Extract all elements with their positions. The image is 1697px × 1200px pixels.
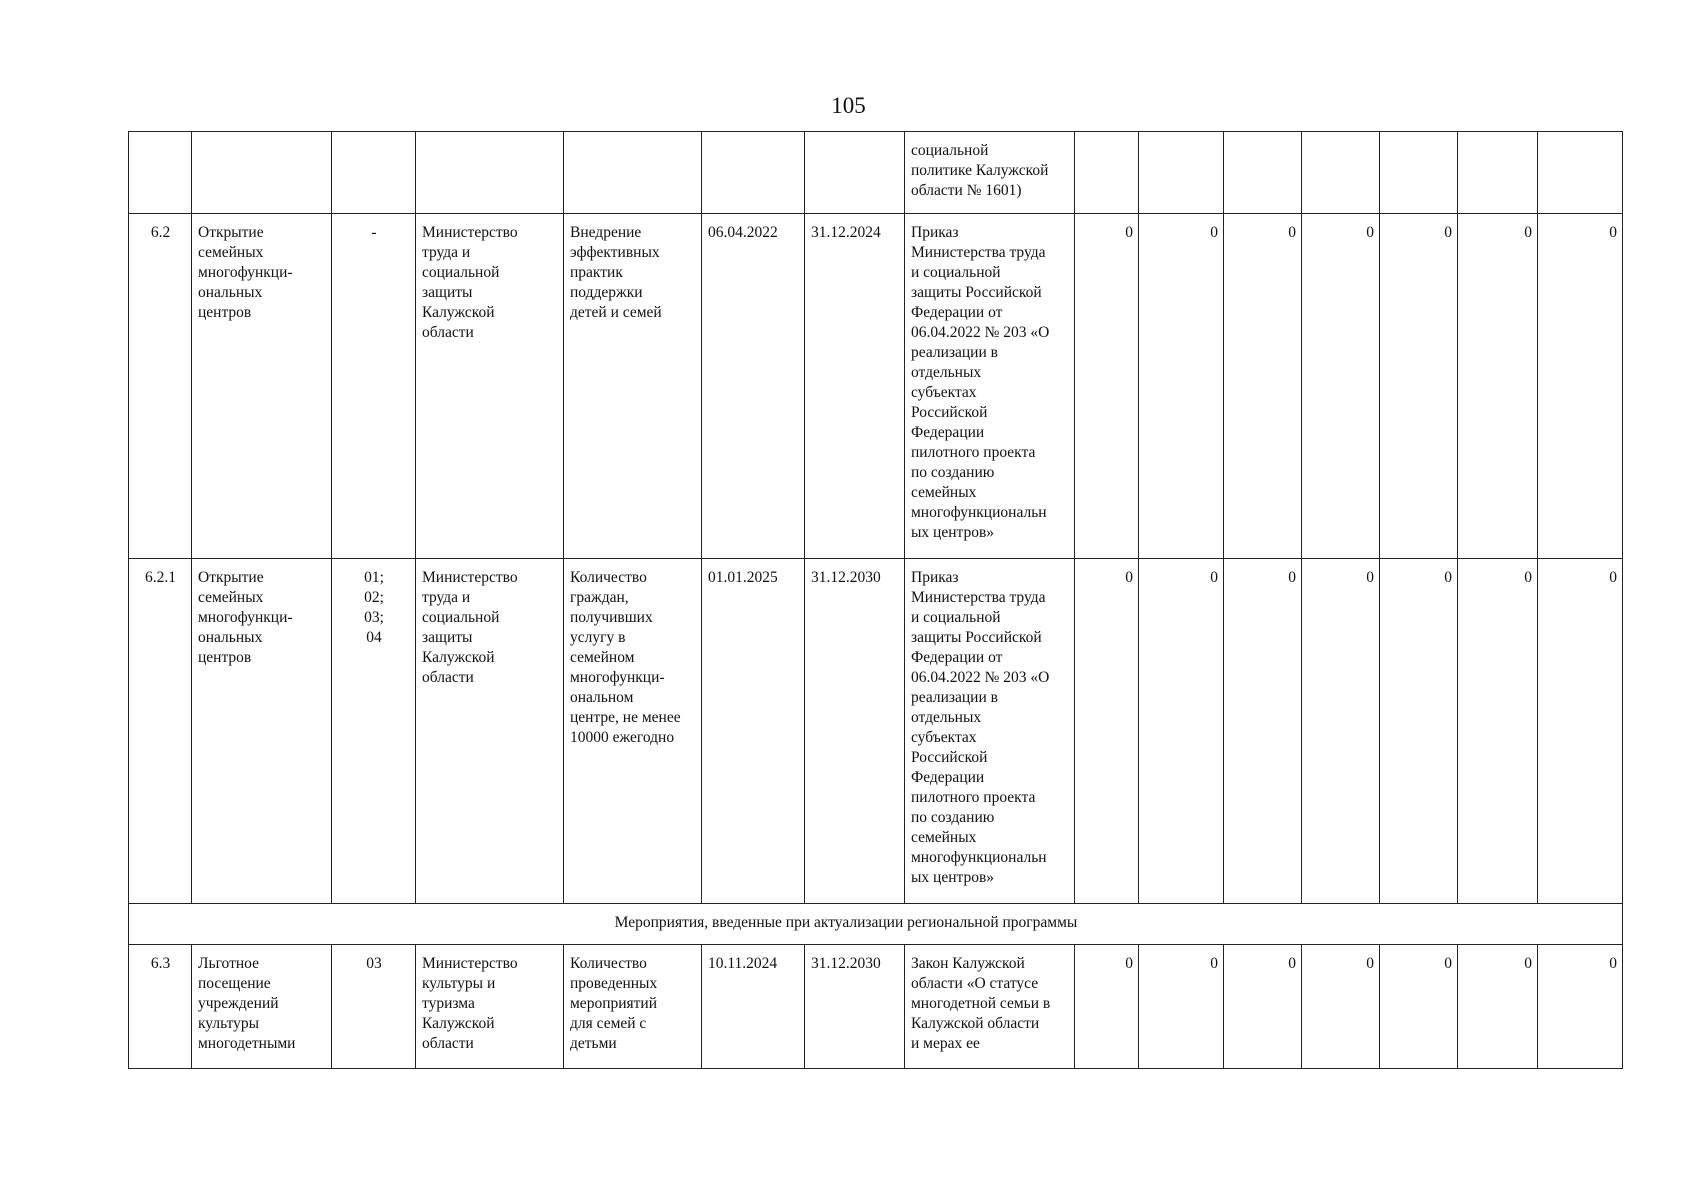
cell-value xyxy=(1075,132,1139,214)
cell-value: 0 xyxy=(1302,214,1380,559)
cell-code: 03 xyxy=(332,945,416,1069)
cell-value: 0 xyxy=(1139,559,1224,904)
cell-start: 01.01.2025 xyxy=(702,559,805,904)
cell-value: 0 xyxy=(1458,214,1538,559)
cell-value xyxy=(1538,132,1623,214)
cell-name: Льготное посещение учреждений культуры многодетными xyxy=(192,945,332,1069)
cell-basis: Приказ Министерства труда и социальной защиты Российской Федерации от 06.04.2022 № 203 «О реализации в отдельных субъектах Российской Федерации пилотного проекта по созданию семейных многофункциональн ых центров» xyxy=(905,214,1075,559)
cell-basis: Приказ Министерства труда и социальной защиты Российской Федерации от 06.04.2022 № 203 «О реализации в отдельных субъектах Российской Федерации пилотного проекта по созданию семейных многофункциональн ых центров» xyxy=(905,559,1075,904)
continuation-row xyxy=(129,132,1623,214)
cell-executor: Министерство труда и социальной защиты Калужской области xyxy=(416,214,564,559)
cell-value: 0 xyxy=(1380,559,1458,904)
cell-value xyxy=(1302,132,1380,214)
cell-name xyxy=(192,132,332,214)
cell-start: 06.04.2022 xyxy=(702,214,805,559)
table-row xyxy=(129,214,1623,559)
cell-num: 6.2.1 xyxy=(129,559,192,904)
section-row xyxy=(129,904,1623,945)
cell-value: 0 xyxy=(1075,559,1139,904)
table-row xyxy=(129,945,1623,1069)
cell-basis: Закон Калужской области «О статусе многодетной семьи в Калужской области и мерах ее xyxy=(905,945,1075,1069)
cell-value: 0 xyxy=(1380,214,1458,559)
program-activities-table xyxy=(128,131,1623,1069)
cell-name: Открытие семейных многофункци- ональных центров xyxy=(192,559,332,904)
section-heading: Мероприятия, введенные при актуализации региональной программы xyxy=(614,914,1078,931)
cell-value: 0 xyxy=(1538,945,1623,1069)
cell-end: 31.12.2030 xyxy=(805,559,905,904)
cell-start xyxy=(702,132,805,214)
cell-value: 0 xyxy=(1224,945,1302,1069)
cell-num: 6.2 xyxy=(129,214,192,559)
cell-value: 0 xyxy=(1380,945,1458,1069)
cell-value xyxy=(1380,132,1458,214)
cell-value: 0 xyxy=(1139,214,1224,559)
cell-value: 0 xyxy=(1224,559,1302,904)
cell-value: 0 xyxy=(1139,945,1224,1069)
cell-value: 0 xyxy=(1075,945,1139,1069)
cell-executor xyxy=(416,132,564,214)
cell-result: Количество проведенных мероприятий для семей с детьми xyxy=(564,945,702,1069)
cell-value: 0 xyxy=(1458,945,1538,1069)
cell-value: 0 xyxy=(1458,559,1538,904)
cell-value: 0 xyxy=(1538,559,1623,904)
cell-code: 01; 02; 03; 04 xyxy=(332,559,416,904)
cell-value xyxy=(1139,132,1224,214)
cell-value: 0 xyxy=(1302,559,1380,904)
section-heading-cell xyxy=(129,904,1623,945)
cell-value: 0 xyxy=(1538,214,1623,559)
cell-value: 0 xyxy=(1224,214,1302,559)
cell-end: 31.12.2030 xyxy=(805,945,905,1069)
cell-result: Внедрение эффективных практик поддержки детей и семей xyxy=(564,214,702,559)
cell-value xyxy=(1458,132,1538,214)
cell-basis: социальной политике Калужской области № 1601) xyxy=(905,132,1075,214)
cell-num: 6.3 xyxy=(129,945,192,1069)
cell-num xyxy=(129,132,192,214)
cell-end: 31.12.2024 xyxy=(805,214,905,559)
cell-value: 0 xyxy=(1302,945,1380,1069)
cell-value xyxy=(1224,132,1302,214)
cell-code: - xyxy=(332,214,416,559)
cell-executor: Министерство культуры и туризма Калужской области xyxy=(416,945,564,1069)
cell-start: 10.11.2024 xyxy=(702,945,805,1069)
cell-code xyxy=(332,132,416,214)
page-number: 105 xyxy=(831,93,866,118)
cell-end xyxy=(805,132,905,214)
cell-result: Количество граждан, получивших услугу в семейном многофункци- ональном центре, не менее 10000 ежегодно xyxy=(564,559,702,904)
cell-value: 0 xyxy=(1075,214,1139,559)
cell-executor: Министерство труда и социальной защиты Калужской области xyxy=(416,559,564,904)
cell-name: Открытие семейных многофункци- ональных центров xyxy=(192,214,332,559)
table-row xyxy=(129,559,1623,904)
cell-result xyxy=(564,132,702,214)
